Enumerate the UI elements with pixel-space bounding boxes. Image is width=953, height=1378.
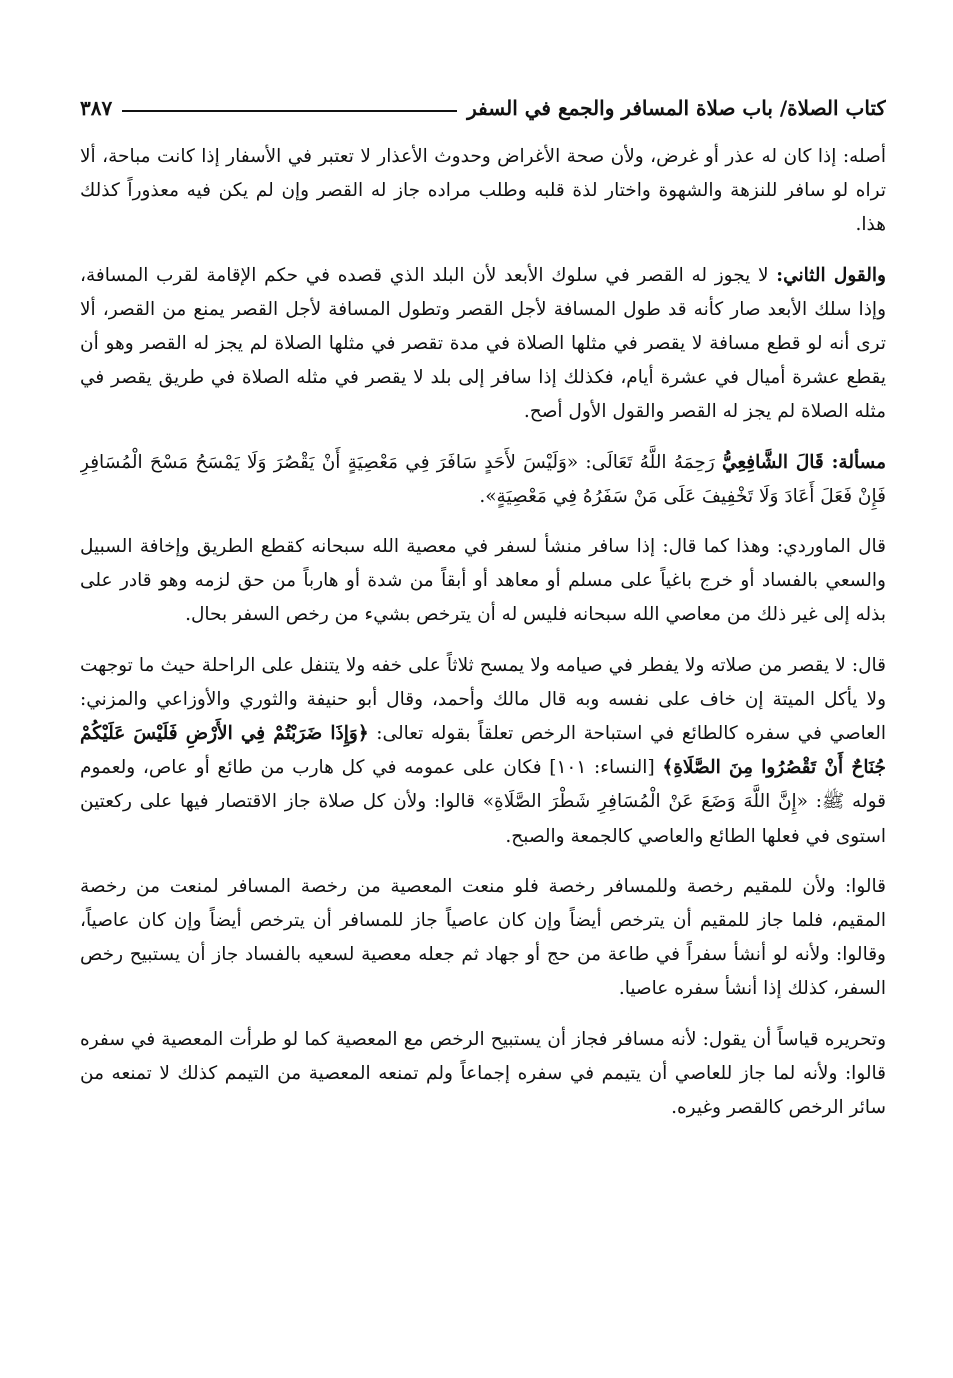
- paragraph-6-text: قالوا: ولأن للمقيم رخصة وللمسافر رخصة فلو منعت المعصية من رخصة المسافر لمنعت من رخصة المقيم، فلما جاز للمقيم أن يترخص أيضاً وإن كان عاصياً جاز للمسافر أن يترخص أيضاً وإن كان عاصياً، وقالوا: ولأنه لو أنشأ سفراً في طاعة من حج أو جهاد ثم جعله معصية لسعيه بالفساد جاز أن يستبيح رخص السفر، كذلك إذا أنشأ سفره عاصيا.: [80, 875, 886, 1000]
- paragraph-7-text: وتحريره قياساً أن يقول: لأنه مسافر فجاز أن يستبيح الرخص مع المعصية كما لو طرأت المعصية في سفره قالوا: ولأنه لما جاز للعاصي أن يتيمم في سفره إجماعاً ولم تمنعه المعصية من التيمم كذلك لا تمنعه من سائر الرخص كالقصر وغيره.: [80, 1028, 886, 1119]
- book-page: [80, 88, 886, 1338]
- running-header: [80, 88, 886, 128]
- paragraph-5-text-b: فكان على عمومه في كل هارب من طائع أو عاص، ولعموم قوله ﷺ: «إِنَّ اللَّهَ وَضَعَ عَنْ الْمُسَافِرِ شَطْرَ الصَّلَاةِ» قالوا: ولأن كل صلاة جاز الاقتصار فيها على ركعتين استوى في فعلها الطائع والعاصي كالجمعة والصبح.: [80, 757, 886, 847]
- verse-reference: [النساء: ١٠١]: [549, 757, 663, 779]
- paragraph-3: [80, 446, 886, 514]
- paragraph-5-text-a: قال: لا يقصر من صلاته ولا يفطر في صيامه ولا يمسح ثلاثاً على خفه ولا يتنفل على الراحلة حيث ما توجهت ولا يأكل الميتة إن خاف على نفسه وبه قال مالك وأحمد، وقال أبو حنيفة والثوري والأوزاعي والمزني: العاصي في سفره كالطائع في استباحة الرخص تعلقاً بقوله تعالى:: [80, 654, 886, 745]
- paragraph-2-lead: والقول الثاني:: [776, 264, 886, 286]
- page-body: [80, 140, 886, 1125]
- paragraph-4: [80, 530, 886, 633]
- paragraph-3-lead: مسألة: قَالَ الشَّافِعِيُّ: [721, 451, 886, 473]
- paragraph-2-text: لا يجوز له القصر في سلوك الأبعد لأن البلد الذي قصده في حكم الإقامة لقرب المسافة، وإذا سلك الأبعد صار كأنه قد طول المسافة لأجل القصر وتطول المسافة لأجل القصر يمنع من القصر، ألا ترى أنه لو قطع مسافة لا يقصر في مثلها الصلاة في مدة تقصر في مثلها الصلاة لم يجز له القصر وهو أن يقطع عشرة أميال في عشرة أيام، فكذلك إذا سافر إلى بلد لا يقصر في مثله الصلاة في طريق يقصر في مثله الصلاة لم يجز له القصر والقول الأول أصح.: [80, 264, 886, 423]
- header-rule: [122, 110, 457, 112]
- paragraph-7: [80, 1023, 886, 1126]
- paragraph-1: [80, 140, 886, 243]
- paragraph-2: [80, 259, 886, 430]
- paragraph-1-text: أصله: إذا كان له عذر أو غرض، ولأن صحة الأغراض وحدوث الأعذار لا تعتبر في الأسفار إذا كانت مباحة، ألا تراه لو سافر للنزهة والشهوة واختار لذة قلبه وطلب مراده جاز له القصر وإن لم يكن فيه معذوراً كذلك هذا.: [80, 146, 886, 236]
- paragraph-5: [80, 649, 886, 854]
- page-number: ٣٨٧: [80, 96, 113, 120]
- header-title: كتاب الصلاة/ باب صلاة المسافر والجمع في السفر: [467, 96, 886, 120]
- paragraph-6: [80, 870, 886, 1007]
- quran-verse: ﴿وَإِذَا ضَرَبْتُمْ فِي الأَرْضِ فَلَيْسَ عَلَيْكُمْ جُنَاحٌ أَنْ تَقْصُرُوا مِنَ الصَّلَاةِ﴾: [80, 723, 886, 779]
- paragraph-3-text: رَحِمَهُ اللَّهُ تَعَالَى: «وَلَيْسَ لأَحَدٍ سَافَرَ فِي مَعْصِيَةٍ أَنْ يَقْصُرَ وَلَا يَمْسَحُ مَسْحَ الْمُسَافِرِ فَإِنْ فَعَلَ أَعَادَ وَلَا تَخْفِيفَ عَلَى مَنْ سَفَرُهُ فِي مَعْصِيَةٍ».: [80, 451, 886, 507]
- paragraph-4-text: قال الماوردي: وهذا كما قال: إذا سافر منشأ لسفر في معصية الله سبحانه كقطع الطريق وإخافة السبيل والسعي بالفساد أو خرج باغياً على مسلم أو معاهد أو أبقاً من شدة أو هارباً من حق لزمه وهو قادر على بذله إلى غير ذلك من معاصي الله سبحانه فليس له أن يترخص بشيء من رخص السفر بحال.: [80, 536, 886, 626]
